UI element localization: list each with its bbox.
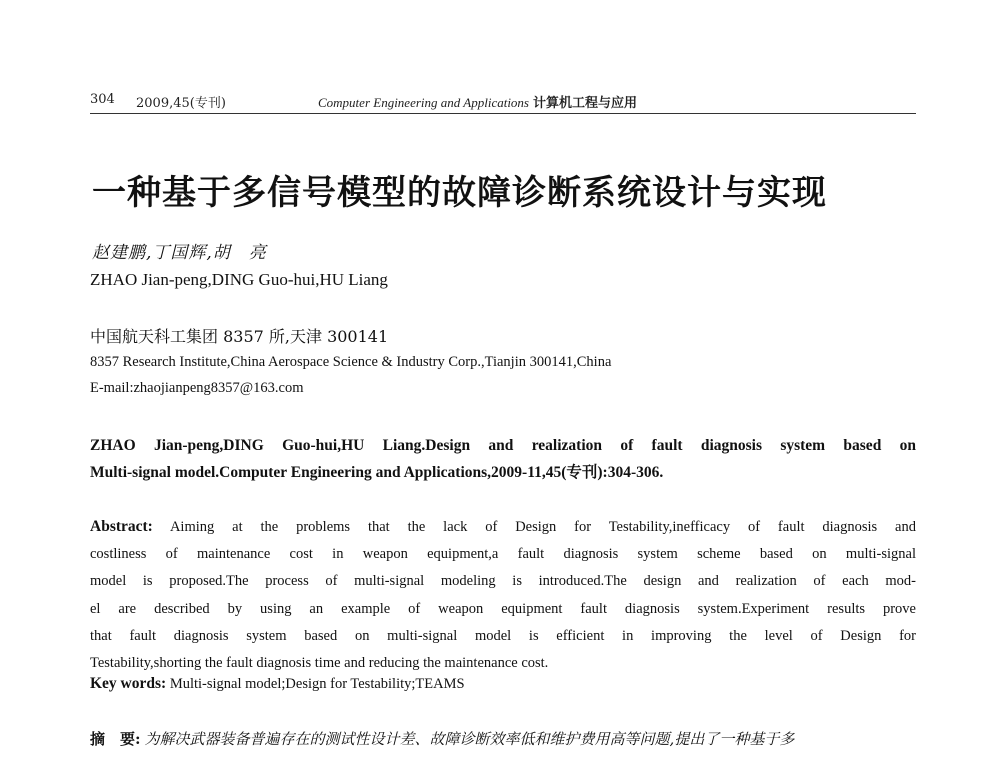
affiliation-english: 8357 Research Institute,China Aerospace Science & Industry Corp.,Tianjin 300141,China [90,354,612,370]
abstract-line: Abstract: Aiming at the problems that the lack of Design for Testability,inefficacy of fault diagnosis and [90,518,916,535]
keywords-label: Key words: [90,675,167,692]
affiliation-chinese: 中国航天科工集团 8357 所,天津 300141 [90,327,389,346]
abstract-line: model is proposed.The process of multi-signal modeling is introduced.The design and realization of each mod- [90,573,916,590]
abstract-line: that fault diagnosis system based on multi-signal model is efficient in improving the level of Design for [90,627,916,644]
keywords-line [90,675,465,693]
abstract-line: Testability,shorting the fault diagnosis time and reducing the maintenance cost. [90,655,549,672]
running-header [88,88,916,114]
authors-english: ZHAO Jian-peng,DING Guo-hui,HU Liang [90,270,388,289]
journal-name-en: Computer Engineering and Applications [318,95,529,110]
abstract-chinese-text: 为解决武器装备普遍存在的测试性设计差、故障诊断效率低和维护费用高等问题,提出了一种基于多 [144,730,795,748]
author-email: E-mail:zhaojianpeng8357@163.com [90,380,304,396]
journal-name-cn: 计算机工程与应用 [533,95,638,110]
header-rule [90,113,916,114]
paper-title: 一种基于多信号模型的故障诊断系统设计与实现 [92,173,827,213]
citation-block [90,432,916,486]
abstract-line: el are described by using an example of weapon equipment fault diagnosis system.Experiment results prove [90,600,916,617]
abstract-block [90,513,916,677]
keywords-text: Multi-signal model;Design for Testability;TEAMS [169,676,465,692]
abstract-chinese-label: 摘 要: [90,730,141,748]
page-number: 304 [90,92,115,107]
issue-info: 2009,45(专刊) [136,96,226,111]
authors-chinese: 赵建鹏,丁国辉,胡 亮 [92,243,267,263]
abstract-line: costliness of maintenance cost in weapon equipment,a fault diagnosis system scheme based on multi-signal [90,546,916,563]
abstract-chinese [90,728,916,749]
citation-line: Multi-signal model.Computer Engineering and Applications,2009-11,45(专刊):304-306. [90,464,664,481]
abstract-label: Abstract: [90,518,153,535]
citation-line: ZHAO Jian-peng,DING Guo-hui,HU Liang.Design and realization of fault diagnosis system based on [90,437,916,454]
journal-name [318,92,637,111]
